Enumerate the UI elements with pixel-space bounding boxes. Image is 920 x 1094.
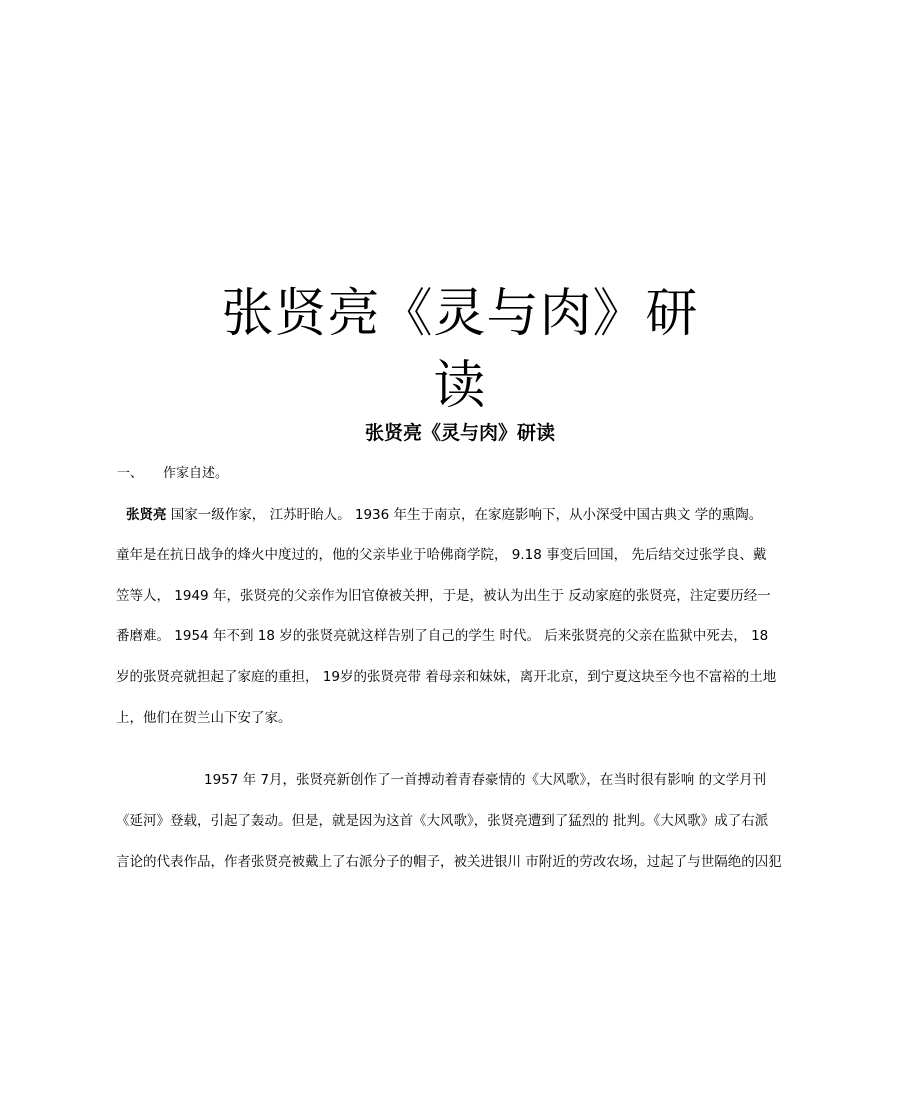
paragraph-1-line-6: 上，他们在贺兰山下安了家。 <box>116 710 292 726</box>
document-title-line-2: 读 <box>433 356 487 416</box>
paragraph-1-line-3: 笠等人， 1949 年，张贤亮的父亲作为旧官僚被关押，于是，被认为出生于 反动家庭的张贤亮，注定要历经一 <box>116 588 771 604</box>
paragraph-1-line-2: 童年是在抗日战争的烽火中度过的，他的父亲毕业于哈佛商学院， 9.18 事变后回国， 先后结交过张学良、戴 <box>116 547 767 563</box>
paragraph-2-line-3: 言论的代表作品，作者张贤亮被戴上了右派分子的帽子，被关进银川 市附近的劳改农场，过起了与世隔绝的囚犯 <box>116 854 782 870</box>
section-heading <box>117 466 228 482</box>
paragraph-2-line-2: 《延河》登载，引起了轰动。但是，就是因为这首《大风歌》，张贤亮遭到了猛烈的 批判。《大风歌》成了右派 <box>116 813 769 829</box>
paragraph-2-line-1: 1957 年 7月，张贤亮新创作了一首搏动着青春豪情的《大风歌》，在当时很有影响 的文学月刊 <box>204 772 767 788</box>
paragraph-1-line-1 <box>126 506 762 524</box>
paragraph-1-line-5: 岁的张贤亮就担起了家庭的重担， 19岁的张贤亮带 着母亲和妹妹，离开北京，到宁夏这块至今也不富裕的土地 <box>116 669 777 685</box>
document-subtitle: 张贤亮《灵与肉》研读 <box>364 422 555 444</box>
document-title-line-1: 张贤亮《灵与肉》研 <box>221 284 699 344</box>
paragraph-1-line-1-text: 国家一级作家， 江苏盱眙人。 1936 年生于南京，在家庭影响下，从小深受中国古典文 学的熏陶。 <box>166 507 763 523</box>
section-title: 作家自述。 <box>163 466 229 481</box>
paragraph-1-line-4: 番磨难。 1954 年不到 18 岁的张贤亮就这样告别了自己的学生 时代。 后来张贤亮的父亲在监狱中死去， 18 <box>116 628 769 644</box>
author-name-bold: 张贤亮 <box>126 507 167 523</box>
section-number: 一、 <box>117 466 144 481</box>
